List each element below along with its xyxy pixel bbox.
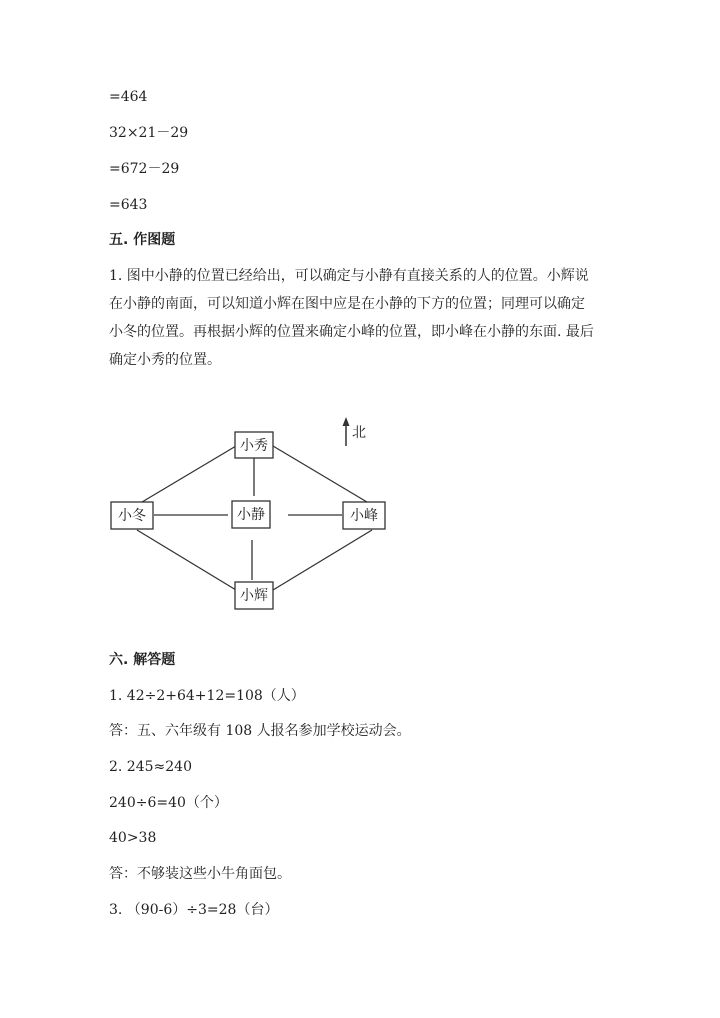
answer-line: 1. 42÷2+64+12=108（人）	[109, 688, 305, 704]
answer-line: 240÷6=40（个）	[109, 795, 228, 811]
paragraph-line: 小冬的位置。再根据小辉的位置来确定小峰的位置，即小峰在小静的东面. 最后	[109, 324, 594, 340]
paragraph-line: 确定小秀的位置。	[109, 352, 221, 368]
edge-right-bottom	[273, 530, 372, 590]
edge-top-left	[137, 446, 236, 505]
section-heading-drawing: 五. 作图题	[109, 232, 176, 248]
answer-line: 答：五、六年级有 108 人报名参加学校运动会。	[109, 723, 411, 739]
answer-line: 3. （90-6）÷3=28（台）	[109, 902, 279, 918]
calc-line: 32×21－29	[109, 125, 189, 141]
node-label-top: 小秀	[240, 438, 268, 454]
node-label-center: 小静	[237, 507, 265, 523]
paragraph-line: 1. 图中小静的位置已经给出，可以确定与小静有直接关系的人的位置。小辉说	[109, 268, 589, 284]
calc-line: =672－29	[109, 161, 180, 177]
answer-line: 答：不够装这些小牛角面包。	[109, 866, 291, 882]
node-label-left: 小冬	[118, 508, 146, 524]
north-label: 北	[352, 425, 366, 441]
calc-line: =464	[109, 89, 148, 105]
edge-left-bottom	[137, 530, 236, 590]
paragraph-line: 在小静的南面，可以知道小辉在图中应是在小静的下方的位置；同理可以确定	[109, 296, 585, 312]
answer-line: 40>38	[109, 830, 157, 846]
answer-line: 2. 245≈240	[109, 759, 192, 775]
node-label-right: 小峰	[350, 508, 378, 524]
section-heading-answers: 六. 解答题	[109, 652, 176, 668]
north-arrowhead-icon	[343, 417, 350, 426]
node-label-bottom: 小辉	[240, 588, 268, 604]
calc-line: =643	[109, 197, 148, 213]
edge-top-right	[273, 446, 372, 505]
